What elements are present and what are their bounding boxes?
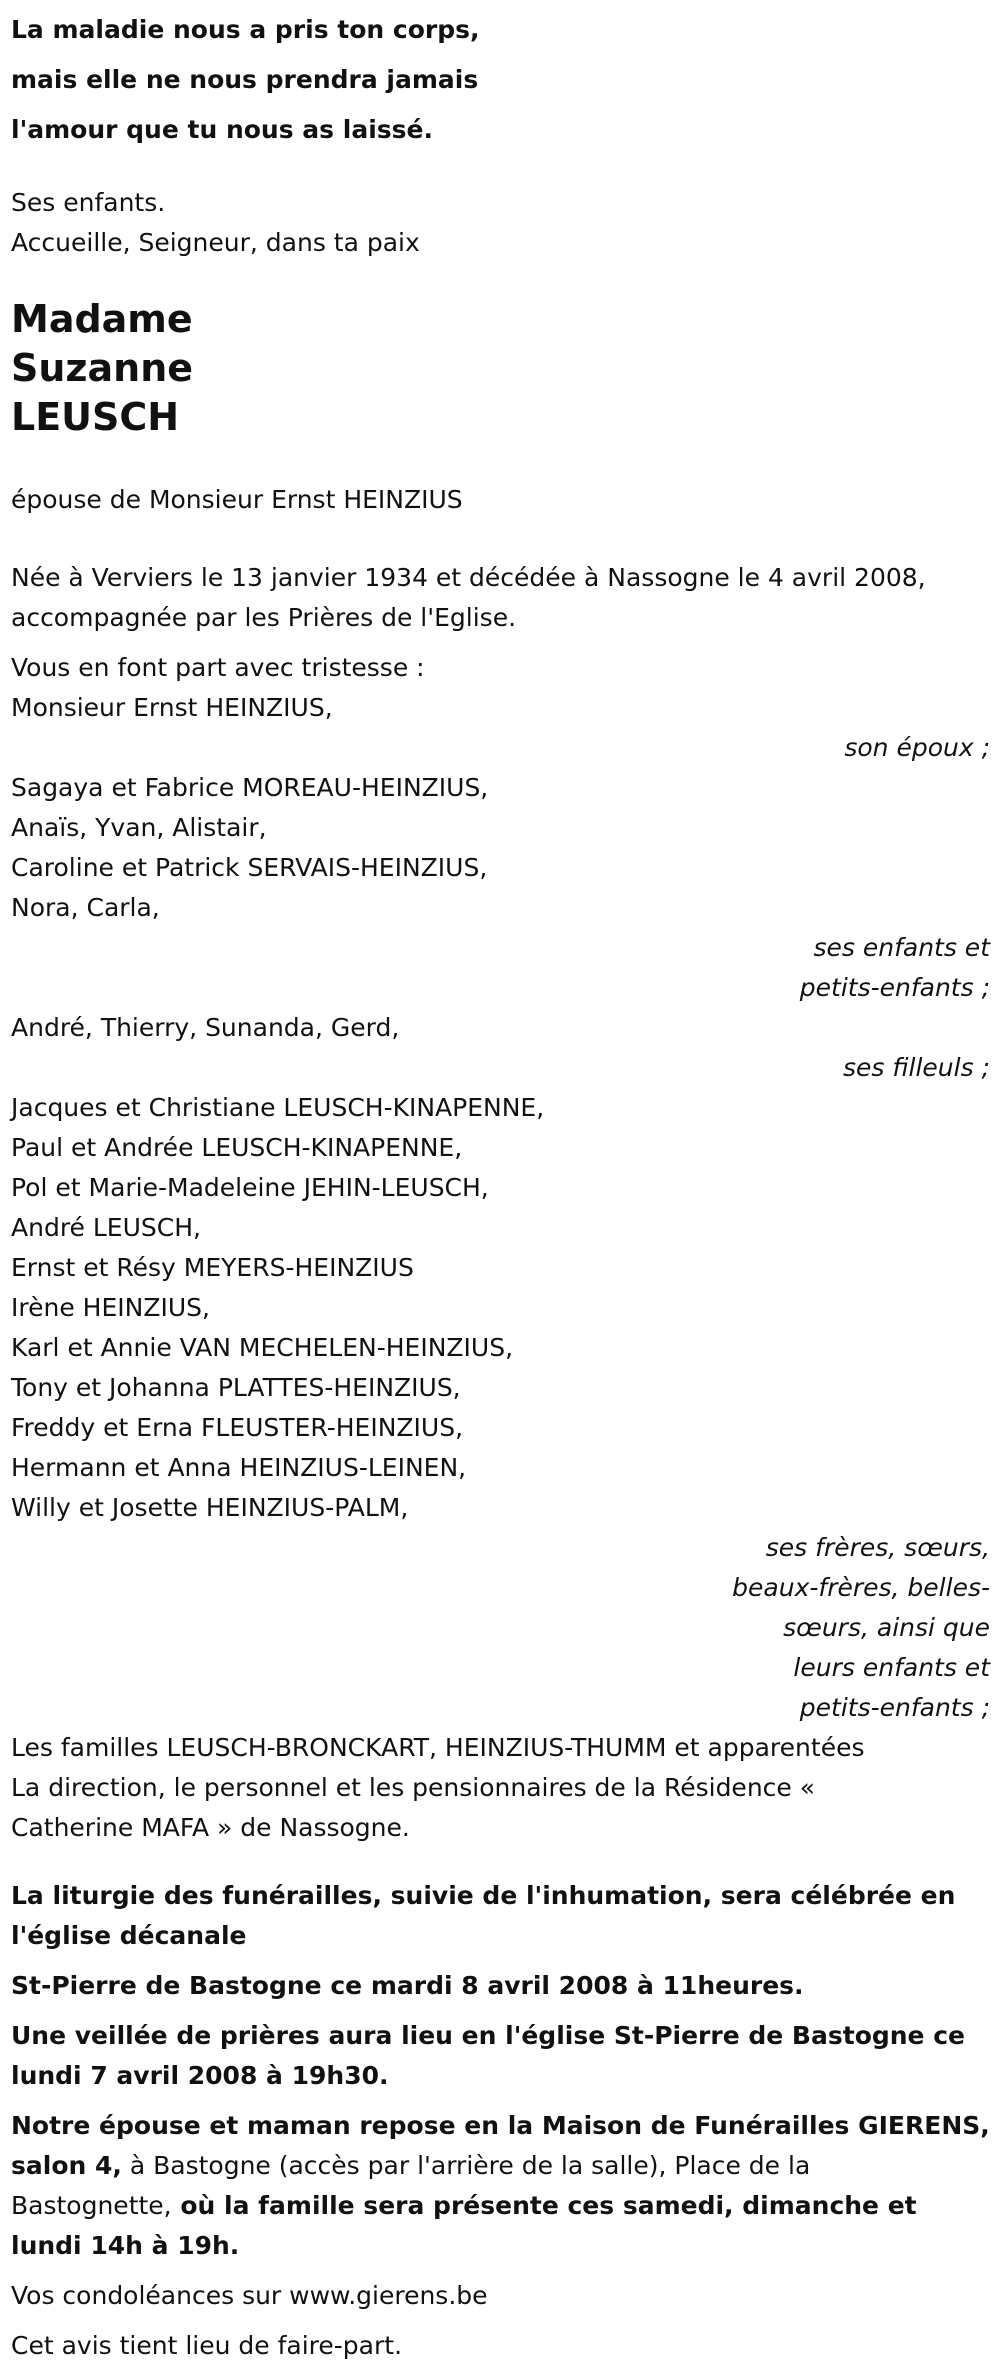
families-line: La direction, le personnel et les pensionnaires de la Résidence «: [11, 1773, 816, 1802]
rest-line: [11, 2186, 990, 2226]
rest-bold: salon 4,: [11, 2151, 122, 2180]
family-name: Hermann et Anna HEINZIUS-LEINEN,: [11, 1453, 467, 1482]
prayer: Accueille, Seigneur, dans ta paix: [11, 228, 420, 257]
family-name: André, Thierry, Sunanda, Gerd,: [11, 1013, 400, 1042]
place-line: St-Pierre de Bastogne ce mardi 8 avril 2008 à 11heures.: [11, 1971, 804, 2000]
name-first: Suzanne: [11, 346, 194, 390]
poem-line: l'amour que tu nous as laissé.: [11, 115, 433, 144]
name-title: Madame: [11, 297, 193, 341]
family-name: Jacques et Christiane LEUSCH-KINAPENNE,: [11, 1093, 545, 1122]
relation-label: petits-enfants ;: [799, 973, 990, 1002]
extended-families: [11, 1728, 990, 1848]
vigil-line: Une veillée de prières aura lieu en l'église St-Pierre de Bastogne ce: [11, 2021, 965, 2050]
poem-line: La maladie nous a pris ton corps,: [11, 15, 480, 44]
poem-line: mais elle ne nous prendra jamais: [11, 65, 479, 94]
poem: [11, 5, 990, 155]
family-name: Monsieur Ernst HEINZIUS,: [11, 693, 333, 722]
rest-bold: où la famille sera présente ces samedi, dimanche et: [171, 2191, 917, 2220]
closing-line: Cet avis tient lieu de faire-part.: [11, 2331, 403, 2360]
family-name: Willy et Josette HEINZIUS-PALM,: [11, 1493, 409, 1522]
family-group-spouse: [11, 688, 990, 768]
family-name: Sagaya et Fabrice MOREAU-HEINZIUS,: [11, 773, 489, 802]
family-name: Pol et Marie-Madeleine JEHIN-LEUSCH,: [11, 1173, 489, 1202]
birth-death-line: accompagnée par les Prières de l'Eglise.: [11, 603, 517, 632]
family-name: Caroline et Patrick SERVAIS-HEINZIUS,: [11, 853, 488, 882]
rest-line: [11, 2146, 990, 2186]
relation-label: ses filleuls ;: [843, 1053, 990, 1082]
family-name: Tony et Johanna PLATTES-HEINZIUS,: [11, 1373, 461, 1402]
birth-death-line: Née à Verviers le 13 janvier 1934 et décédée à Nassogne le 4 avril 2008,: [11, 563, 926, 592]
family-name: Ernst et Résy MEYERS-HEINZIUS: [11, 1253, 414, 1282]
rest-normal: à Bastogne (accès par l'arrière de la salle), Place de la: [121, 2151, 811, 2180]
family-name: Anaïs, Yvan, Alistair,: [11, 813, 267, 842]
family-group-siblings: [11, 1088, 990, 1728]
family-name: Irène HEINZIUS,: [11, 1293, 210, 1322]
family-group-children: [11, 768, 990, 1008]
funeral-details: [11, 1876, 990, 2366]
rest-line: lundi 14h à 19h.: [11, 2231, 240, 2260]
relation-label: ses enfants et: [813, 933, 990, 962]
spouse-line: épouse de Monsieur Ernst HEINZIUS: [11, 485, 463, 514]
families-line: Catherine MAFA » de Nassogne.: [11, 1813, 410, 1842]
announce-line: Vous en font part avec tristesse :: [11, 653, 425, 682]
family-name: Nora, Carla,: [11, 893, 160, 922]
rest-normal: Bastognette,: [11, 2191, 172, 2220]
family-name: André LEUSCH,: [11, 1213, 201, 1242]
relation-label: leurs enfants et: [793, 1653, 990, 1682]
relation-label: beaux-frères, belles-: [732, 1573, 990, 1602]
family-group-godchildren: [11, 1008, 990, 1088]
relation-label: sœurs, ainsi que: [783, 1613, 990, 1642]
relation-label: ses frères, sœurs,: [765, 1533, 990, 1562]
relation-label: petits-enfants ;: [799, 1693, 990, 1722]
dedication: Ses enfants.: [11, 188, 166, 217]
family-name: Freddy et Erna FLEUSTER-HEINZIUS,: [11, 1413, 464, 1442]
liturgy-line: La liturgie des funérailles, suivie de l'inhumation, sera célébrée en: [11, 1881, 956, 1910]
liturgy-line: l'église décanale: [11, 1921, 247, 1950]
vigil-line: lundi 7 avril 2008 à 19h30.: [11, 2061, 389, 2090]
family-name: Paul et Andrée LEUSCH-KINAPENNE,: [11, 1133, 463, 1162]
deceased-name: [11, 295, 990, 442]
relation-label: son époux ;: [844, 733, 990, 762]
name-last: LEUSCH: [11, 395, 180, 439]
rest-line: Notre épouse et maman repose en la Maison de Funérailles GIERENS,: [11, 2111, 990, 2140]
families-line: Les familles LEUSCH-BRONCKART, HEINZIUS-THUMM et apparentées: [11, 1733, 865, 1762]
family-name: Karl et Annie VAN MECHELEN-HEINZIUS,: [11, 1333, 514, 1362]
condolences-line: Vos condoléances sur www.gierens.be: [11, 2281, 488, 2310]
